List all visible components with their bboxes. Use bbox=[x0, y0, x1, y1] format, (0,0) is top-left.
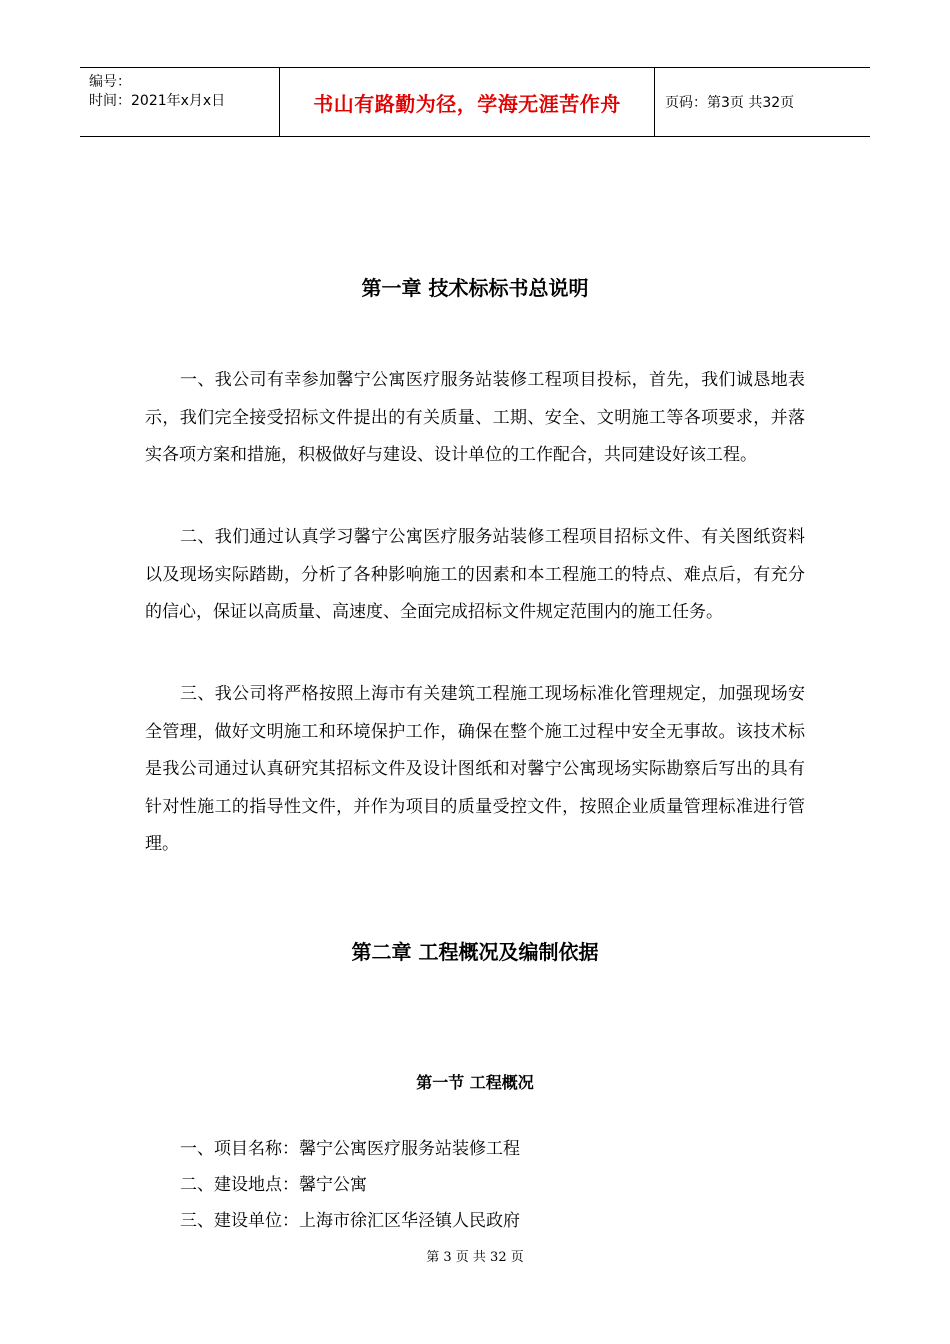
document-header bbox=[80, 67, 870, 137]
chapter-1-paragraph-3: 三、我公司将严格按照上海市有关建筑工程施工现场标准化管理规定，加强现场安全管理，做好文明施工和环境保护工作，确保在整个施工过程中安全无事故。该技术标是我公司通过认真研究其招标文件及设计图纸和对馨宁公寓现场实际勘察后写出的具有针对性施工的指导性文件，并作为项目的质量受控文件，按照企业质量管理标准进行管理。 bbox=[145, 684, 805, 854]
page-footer: 第 3 页 共 32 页 bbox=[426, 1250, 524, 1265]
document-date-label: 时间：2021年x月x日 bbox=[89, 93, 226, 109]
chapter-1-paragraph-2: 二、我们通过认真学习馨宁公寓医疗服务站装修工程项目招标文件、有关图纸资料以及现场实际踏勘，分析了各种影响施工的因素和本工程施工的特点、难点后，有充分的信心，保证以高质量、高速度、全面完成招标文件规定范围内的施工任务。 bbox=[145, 527, 805, 622]
project-name-item: 一、项目名称：馨宁公寓医疗服务站装修工程 bbox=[180, 1139, 520, 1159]
chapter-1-paragraph-1: 一、我公司有幸参加馨宁公寓医疗服务站装修工程项目投标，首先，我们诚恳地表示，我们完全接受招标文件提出的有关质量、工期、安全、文明施工等各项要求，并落实各项方案和措施，积极做好与建设、设计单位的工作配合，共同建设好该工程。 bbox=[145, 370, 805, 465]
header-meta bbox=[80, 68, 280, 136]
header-motto: 书山有路勤为径，学海无涯苦作舟 bbox=[280, 68, 655, 136]
project-info-list bbox=[180, 1131, 520, 1239]
section-1-title: 第一节 工程概况 bbox=[416, 1073, 534, 1092]
chapter-2-title: 第二章 工程概况及编制依据 bbox=[351, 940, 599, 964]
project-location-item: 二、建设地点：馨宁公寓 bbox=[180, 1175, 367, 1195]
chapter-1-title: 第一章 技术标标书总说明 bbox=[361, 276, 589, 300]
project-owner-item: 三、建设单位：上海市徐汇区华泾镇人民政府 bbox=[180, 1211, 520, 1231]
document-number-label: 编号： bbox=[89, 74, 131, 90]
header-page-info: 页码：第3页 共32页 bbox=[665, 95, 795, 111]
